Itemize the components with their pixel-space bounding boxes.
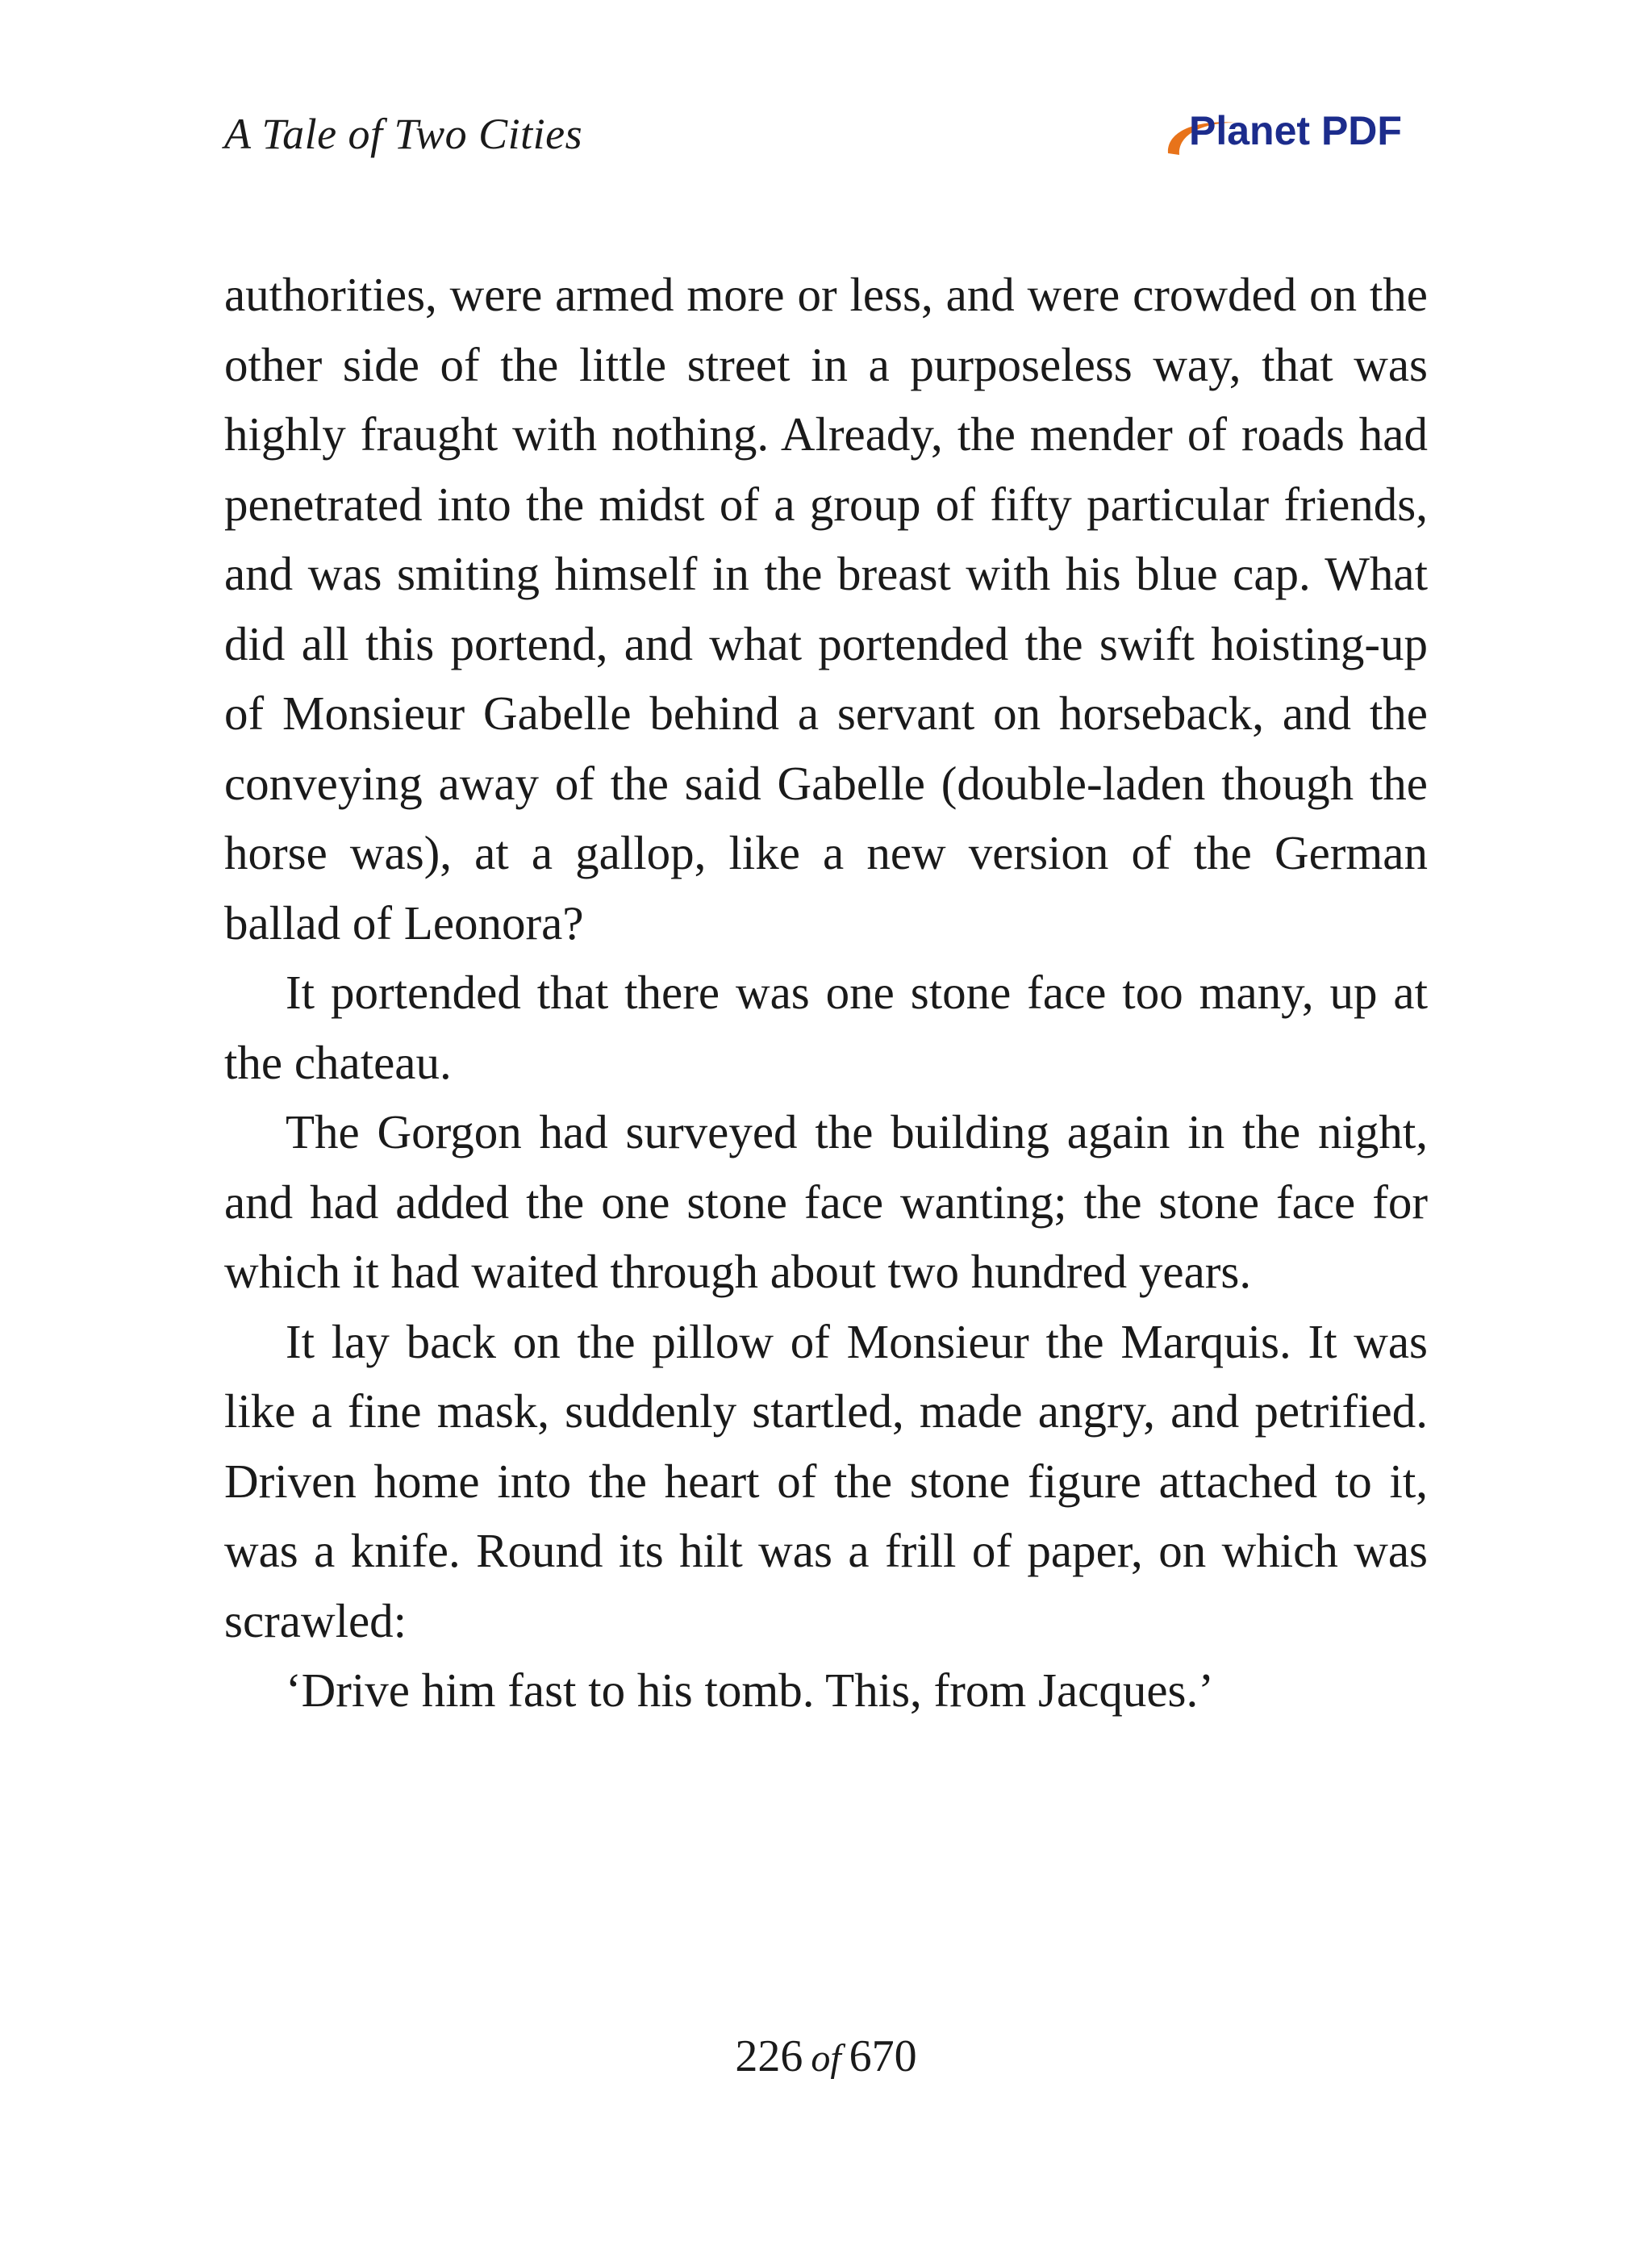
of-label: of: [811, 2037, 841, 2080]
running-title: A Tale of Two Cities: [224, 110, 583, 158]
total-pages: 670: [849, 2031, 917, 2081]
body-text: [224, 260, 1428, 1726]
paragraph: ‘Drive him fast to his tomb. This, from Jacques.’: [286, 1663, 1214, 1717]
paragraph: The Gorgon had surveyed the building again in the night, and had added the one stone face wanting; the stone face for which it had waited through about two hundred years.: [224, 1105, 1428, 1298]
current-page: 226: [735, 2031, 803, 2081]
paragraph: It lay back on the pillow of Monsieur the Marquis. It was like a fine mask, suddenly startled, made angry, and petrified. Driven home into the heart of the stone figure attached to it, was a knife. Round its hilt was a frill of paper, on which was scrawled:: [224, 1314, 1428, 1647]
paragraph: authorities, were armed more or less, and were crowded on the other side of the little street in a purposeless way, that was highly fraught with nothing. Already, the mender of roads had penetrated into the midst of a group of fifty particular friends, and was smiting himself in the breast with his blue cap. What did all this portend, and what portended the swift hoisting-up of Monsieur Gabelle behind a servant on horseback, and the conveying away of the said Gabelle (double-laden though the horse was), at a gallop, like a new version of the German ballad of Leonora?: [224, 268, 1428, 950]
planet-pdf-logo: [1162, 105, 1428, 169]
paragraph: It portended that there was one stone face too many, up at the chateau.: [224, 966, 1428, 1089]
page-number: [0, 2028, 1652, 2087]
logo-text: Planet PDF: [1189, 108, 1402, 153]
